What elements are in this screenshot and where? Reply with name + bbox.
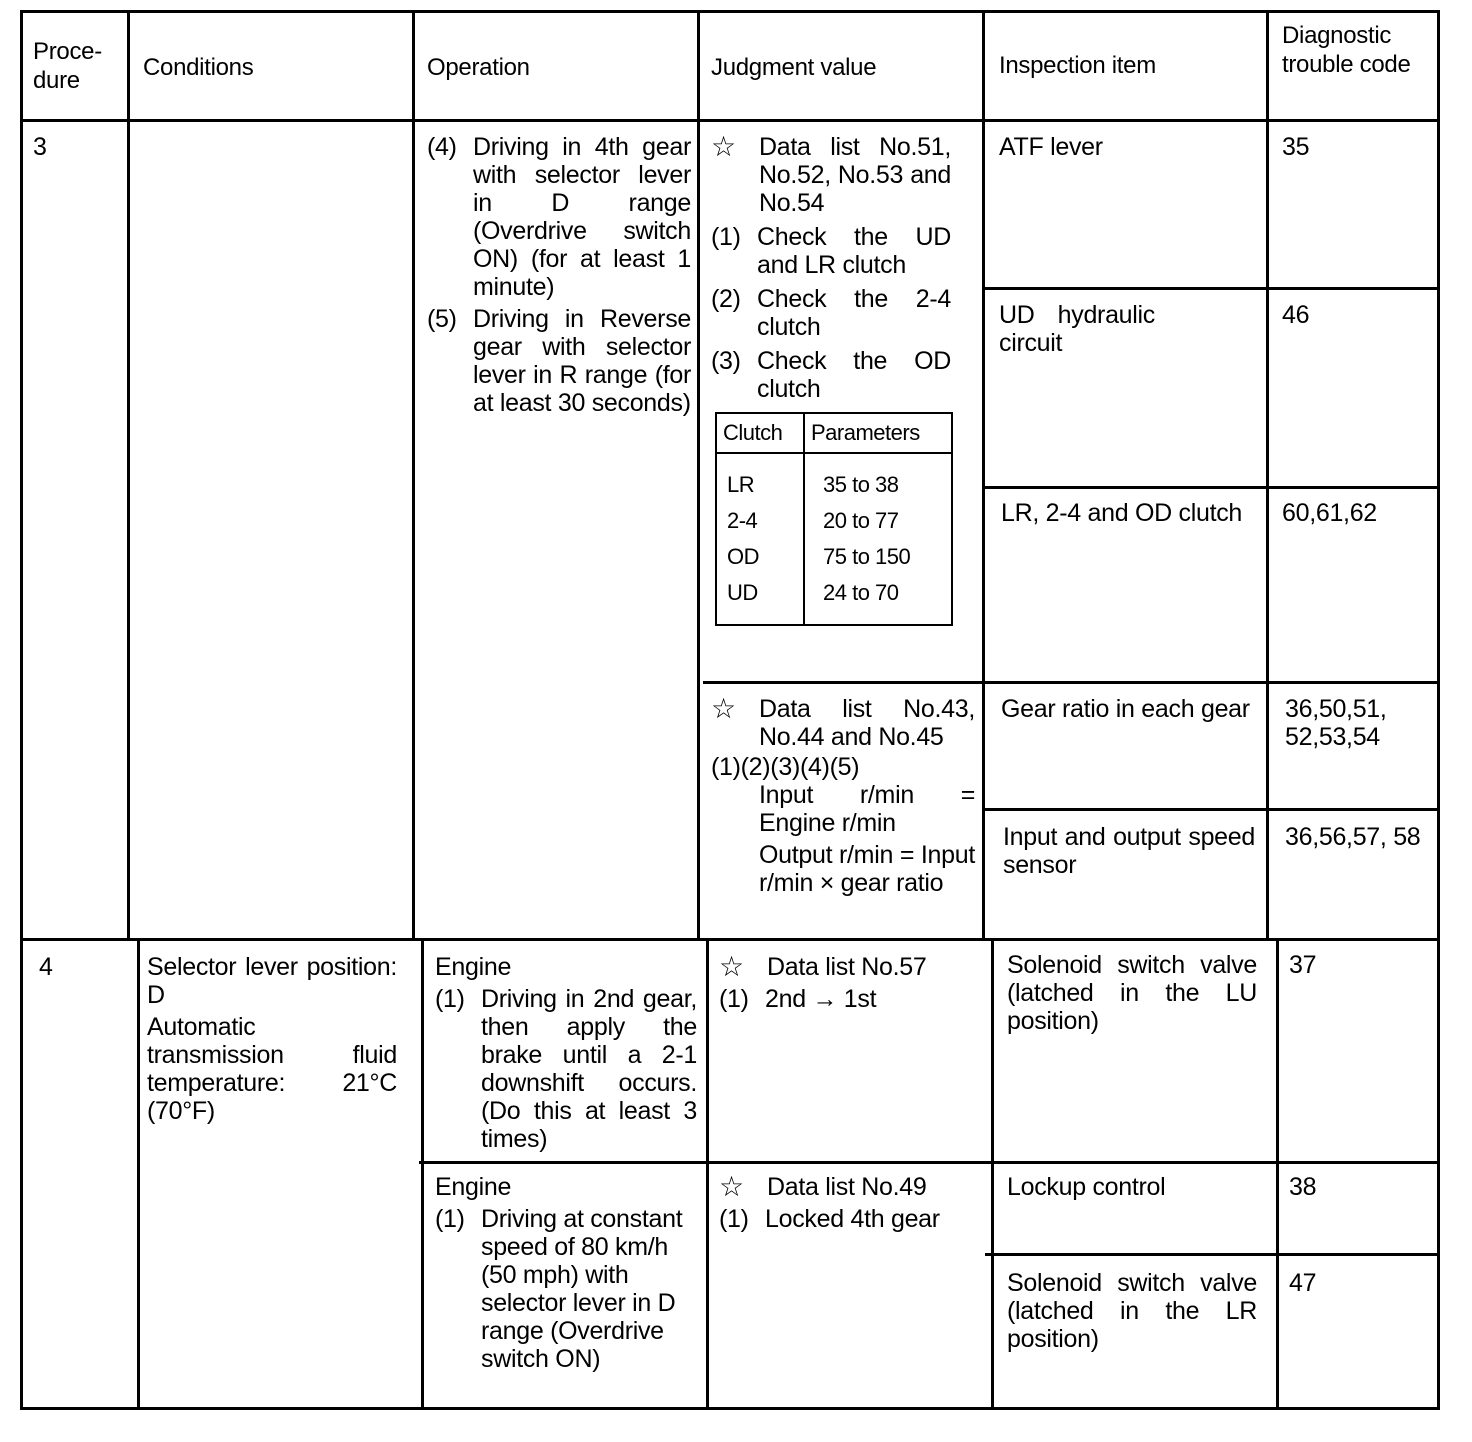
inspection-item: Lockup control (1007, 1173, 1166, 1201)
clutch-parameter: 35 to 38 (823, 472, 899, 497)
header-inspection-item: Inspection item (999, 52, 1156, 79)
data-list-reference: ☆ Data list No.51, No.52, No.53 and No.54 (711, 131, 951, 217)
operation-cell: Engine (1) Driving in 2nd gear, then apply the brake until a 2-1 downshift occurs. (Do this at least 3 times) (435, 953, 697, 1153)
operation-item: (5) Driving in Reverse gear with selector lever in R range (for at least 30 seconds) (427, 305, 691, 417)
formula-prefix: (1)(2)(3)(4)(5) (711, 753, 860, 781)
trouble-code: 36,50,51, 52,53,54 (1285, 695, 1387, 751)
conditions-cell: Selector lever position: D Automatic transmission fluid temperature: 21°C (70°F) (147, 953, 397, 1125)
clutch-parameter: 20 to 77 (823, 508, 899, 533)
star-icon: ☆ (711, 131, 736, 162)
header-operation: Operation (427, 54, 530, 81)
procedure-number: 4 (39, 953, 53, 981)
clutch-parameter: 24 to 70 (823, 580, 899, 605)
judgment-value-cell: ☆ Data list No.57 (1) 2nd → 1st (719, 951, 927, 1013)
inspection-item: Solenoid switch valve (latched in the LU position) (1007, 951, 1257, 1035)
check-item: (2) Check the 2-4 clutch (711, 285, 951, 341)
column-header-clutch: Clutch (723, 420, 783, 445)
judgment-value-cell (711, 133, 951, 403)
operation-cell: Engine (1) Driving at constant speed of 80 km/h (50 mph) with selector lever in D range (Overdrive switch ON) (435, 1173, 683, 1373)
inspection-item: ATF lever (999, 133, 1103, 161)
trouble-code: 47 (1289, 1269, 1317, 1297)
inspection-item: LR, 2-4 and OD clutch (1001, 499, 1243, 527)
trouble-code: 38 (1289, 1173, 1317, 1201)
clutch-name: UD (727, 580, 758, 605)
check-item: (1) Check the UD and LR clutch (711, 223, 951, 279)
header-procedure: Proce-dure (33, 38, 102, 94)
diagnostic-table (20, 10, 1440, 1410)
header-judgment-value: Judgment value (711, 54, 877, 81)
header-diagnostic-trouble-code: Diagnostic trouble code (1282, 22, 1411, 78)
formula-line: Output r/min = Input r/min × gear ratio (759, 841, 975, 897)
inspection-item: Solenoid switch valve (latched in the LR position) (1007, 1269, 1257, 1353)
operation-cell (427, 133, 691, 417)
data-list-reference: ☆ Data list No.43, No.44 and No.45 (711, 693, 975, 751)
inspection-item: Gear ratio in each gear (1001, 695, 1250, 723)
inspection-item: Input and output speed sensor (1003, 823, 1255, 879)
trouble-code: 35 (1282, 133, 1310, 161)
procedure-number: 3 (33, 133, 47, 161)
star-icon: ☆ (719, 1171, 744, 1202)
check-item: (3) Check the OD clutch (711, 347, 951, 403)
trouble-code: 46 (1282, 301, 1310, 329)
judgment-value-cell: ☆ Data list No.49 (1) Locked 4th gear (719, 1171, 940, 1233)
clutch-name: 2-4 (727, 508, 758, 533)
inspection-item: UD hydraulic circuit (999, 301, 1155, 357)
operation-item: (4) Driving in 4th gear with selector lever in D range (Overdrive switch ON) (for at least 1 minute) (427, 133, 691, 301)
judgment-value-cell (711, 695, 975, 897)
trouble-code: 37 (1289, 951, 1317, 979)
clutch-parameter: 75 to 150 (823, 544, 911, 569)
trouble-code: 60,61,62 (1282, 499, 1377, 527)
clutch-parameters-table (715, 412, 953, 626)
header-conditions: Conditions (143, 54, 254, 81)
trouble-code: 36,56,57, 58 (1285, 823, 1421, 851)
column-header-parameters: Parameters (811, 420, 920, 445)
clutch-name: OD (727, 544, 759, 569)
formula-line: Input r/min = Engine r/min (759, 781, 975, 837)
star-icon: ☆ (711, 693, 736, 724)
star-icon: ☆ (719, 951, 744, 982)
clutch-name: LR (727, 472, 755, 497)
